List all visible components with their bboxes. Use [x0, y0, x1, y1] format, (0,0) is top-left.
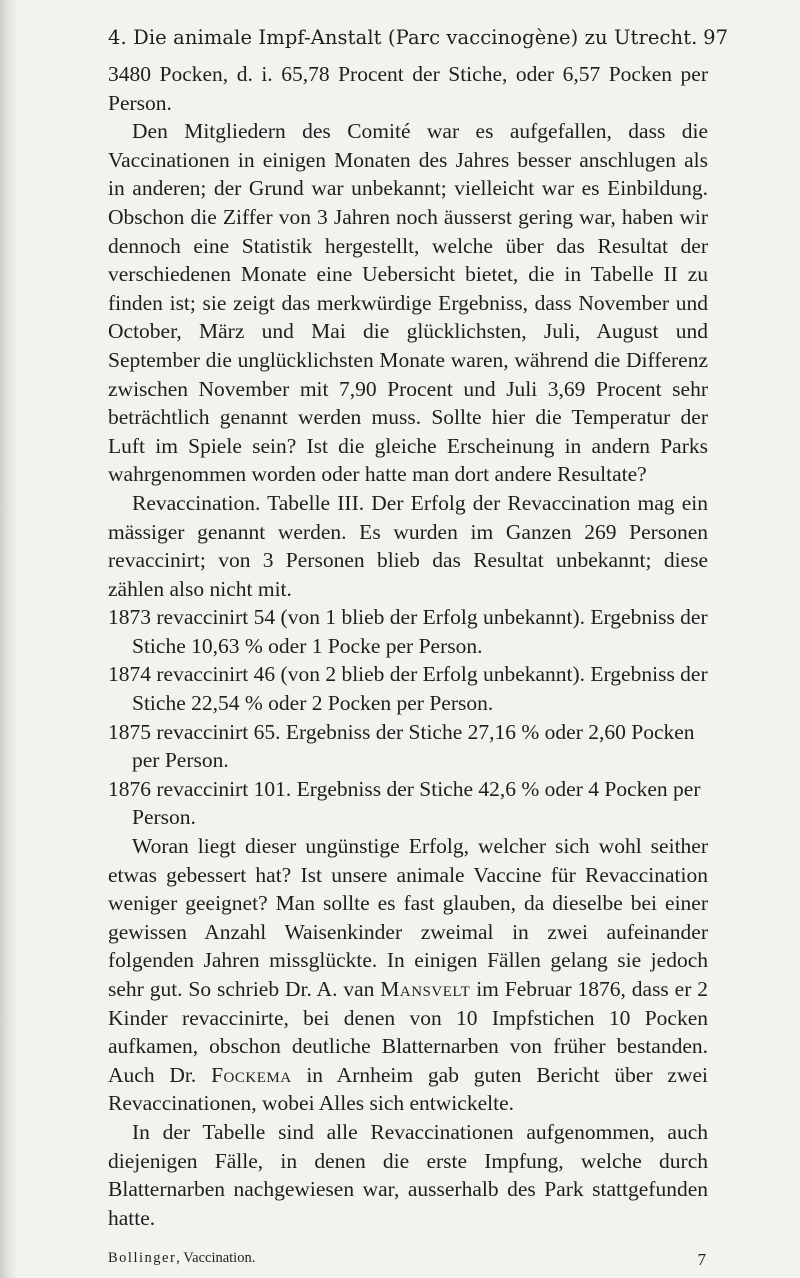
- entry-1874: 1874 revaccinirt 46 (von 2 blieb der Erfolg unbekannt). Ergebniss der Stiche 22,54 % oder 2 Pocken per Person.: [108, 662, 708, 716]
- paragraph-unfavourable-result: Woran liegt dieser ungünstige Erfolg, welcher sich wohl seither etwas gebessert hat? Ist unsere animale Vaccine für Revaccination weniger geeignet? Man sollte es fast glauben, da dieselbe bei einer gewissen Anzahl Waisenkinder zweimal in zwei aufeinander folgenden Jahren missglückte. In einigen Fällen gelang sie jedoch sehr gut. So schrieb Dr. A. van Mansvelt im Februar 1876, dass er 2 Kinder revaccinirte, bei denen von 10 Impfstichen 10 Pocken aufkamen, obschon deutliche Blatternarben von früher bestanden. Auch Dr. Fockema in Arnheim gab guten Bericht über zwei Revaccinationen, wobei Alles sich entwickelte.: [108, 834, 709, 1116]
- binding-edge: [0, 0, 18, 1278]
- entry-1875: 1875 revaccinirt 65. Ergebniss der Stiche 27,16 % oder 2,60 Pocken per Person.: [108, 719, 695, 773]
- author-name: Mansvelt: [380, 977, 471, 1001]
- signature-name: Bollinger: [108, 1250, 177, 1266]
- author-name: Fockema: [211, 1062, 292, 1087]
- signature-rest: , Vaccination.: [176, 1250, 256, 1266]
- printer-signature: [108, 1250, 255, 1267]
- continuation-paragraph: 3480 Pocken, d. i. 65,78 Procent der Stiche, oder 6,57 Pocken per Person.: [108, 62, 708, 115]
- entry-1873: 1873 revaccinirt 54 (von 1 blieb der Erfolg unbekannt). Ergebniss der Stiche 10,63 % oder 1 Pocke per Person.: [108, 605, 708, 658]
- entry-1876: 1876 revaccinirt 101. Ergebniss der Stiche 42,6 % oder 4 Pocken per Person.: [108, 776, 701, 830]
- paragraph-revaccination: Revaccination. Tabelle III. Der Erfolg der Revaccination mag ein mässiger genannt werden. Es wurden im Ganzen 269 Personen revaccinirt; von 3 Personen blieb das Resultat unbekannt; diese zählen also nicht mit.: [108, 490, 708, 601]
- body-text: [108, 60, 708, 1232]
- footer: [108, 1250, 708, 1272]
- signature-mark: 7: [697, 1250, 706, 1269]
- running-header: [108, 26, 728, 56]
- page-number: 97: [703, 26, 728, 49]
- running-head-title: 4. Die animale Impf-Anstalt (Parc vaccinogène) zu Utrecht.: [108, 26, 698, 49]
- paragraph-table-note: In der Tabelle sind alle Revaccinationen aufgenommen, auch diejenigen Fälle, in denen die erste Impfung, welche durch Blatternarben nachgewiesen war, ausserhalb des Park stattgefunden hatte.: [108, 1119, 708, 1230]
- paragraph-seasonal-statistics: Den Mitgliedern des Comité war es aufgefallen, dass die Vaccinationen in einigen Monaten des Jahres besser anschlugen als in anderen; der Grund war unbekannt; vielleicht war es Einbildung. Obschon die Ziffer von 3 Jahren noch äusserst gering war, haben wir dennoch eine Statistik hergestellt, welche über das Resultat der verschiedenen Monate eine Uebersicht bietet, die in Tabelle II zu finden ist; sie zeigt das merkwürdige Ergebniss, dass November und October, März und Mai die glücklichsten, Juli, August und September die unglücklichsten Monate waren, während die Differenz zwischen November mit 7,90 Procent und Juli 3,69 Procent sehr beträchtlich genannt werden muss. Sollte hier die Temperatur der Luft im Spiele sein? Ist die gleiche Erscheinung in andern Parks wahrgenommen worden oder hatte man dort andere Resultate?: [108, 119, 708, 487]
